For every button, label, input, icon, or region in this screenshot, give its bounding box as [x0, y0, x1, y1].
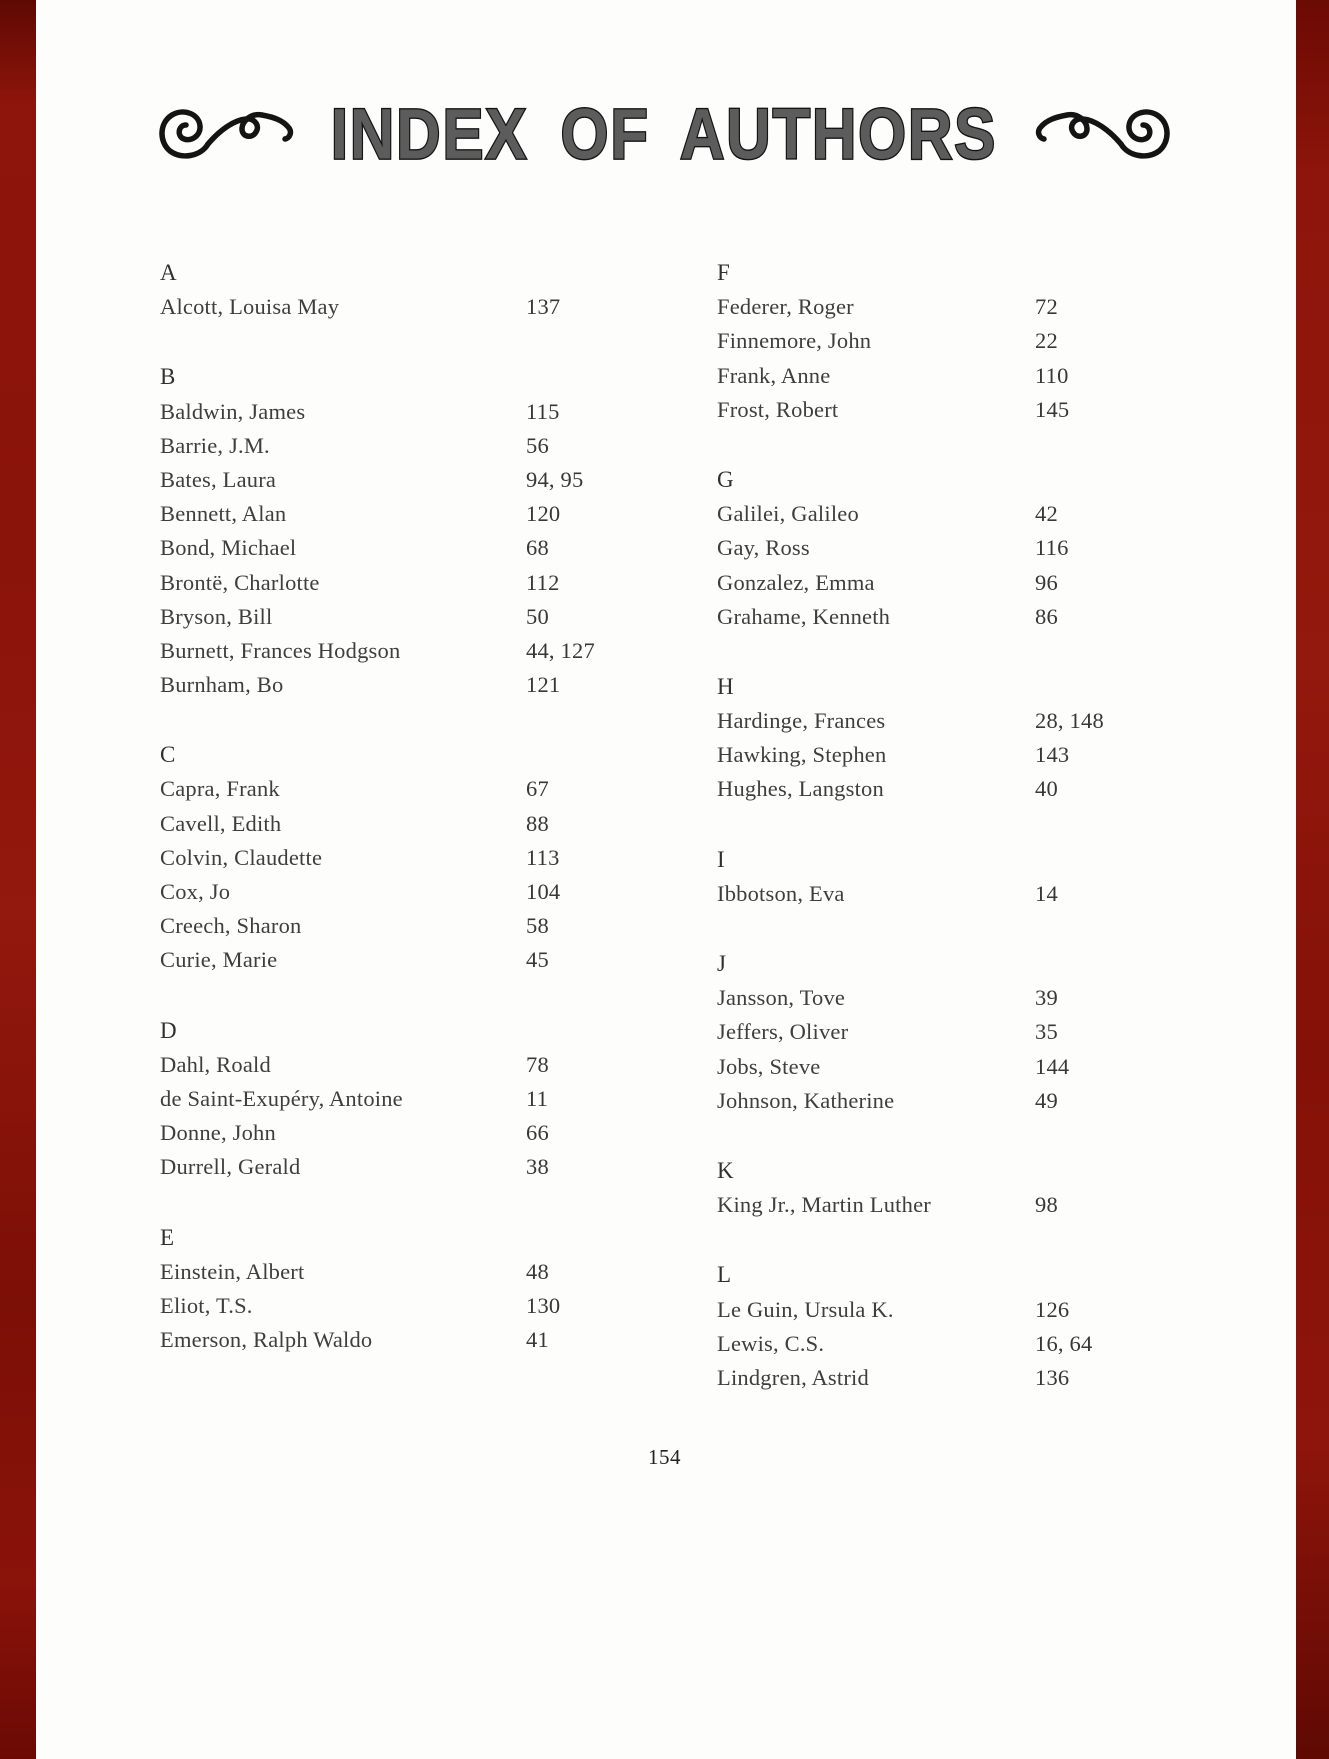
page-numbers: 40	[1035, 776, 1058, 802]
page-numbers: 22	[1035, 328, 1058, 354]
section-letter: D	[160, 1017, 178, 1043]
author-name: Alcott, Louisa May	[160, 294, 340, 320]
author-name: Cavell, Edith	[160, 810, 282, 836]
page-numbers: 94, 95	[526, 466, 584, 492]
author-name: Lewis, C.S.	[717, 1330, 825, 1356]
index-section-k	[717, 1154, 1217, 1222]
author-name: Lindgren, Astrid	[717, 1364, 869, 1390]
index-entry	[160, 531, 660, 565]
page-numbers: 56	[526, 432, 549, 458]
index-entry	[717, 393, 1217, 427]
section-letter: I	[717, 846, 726, 872]
index-entry	[160, 634, 660, 668]
author-name: Creech, Sharon	[160, 913, 302, 939]
index-entry	[160, 1048, 660, 1082]
author-name: Capra, Frank	[160, 776, 280, 802]
author-name: Eliot, T.S.	[160, 1292, 253, 1318]
index-entry	[160, 909, 660, 943]
page-numbers: 104	[526, 879, 561, 904]
author-name: Emerson, Ralph Waldo	[160, 1327, 373, 1353]
index-entry	[717, 772, 1217, 806]
section-letter: A	[160, 260, 178, 285]
index-entry	[160, 566, 660, 600]
page-numbers: 39	[1035, 985, 1058, 1011]
index-entry	[160, 429, 660, 463]
page-numbers: 68	[526, 535, 549, 561]
index-entry	[160, 600, 660, 634]
page-numbers: 121	[526, 672, 561, 698]
page-numbers: 130	[526, 1292, 561, 1318]
index-entry	[160, 1116, 660, 1150]
page-numbers: 144	[1035, 1053, 1070, 1079]
index-entry	[160, 841, 660, 875]
swirl-flourish-right-icon	[1026, 96, 1176, 171]
author-name: Bryson, Bill	[160, 603, 273, 629]
author-name: Gonzalez, Emma	[717, 569, 875, 595]
page-numbers: 44, 127	[526, 637, 595, 663]
author-name: Einstein, Albert	[160, 1258, 305, 1284]
author-name: Ibbotson, Eva	[717, 880, 845, 906]
index-section-d	[160, 1014, 660, 1185]
page-numbers: 45	[526, 947, 549, 973]
index-section-e	[160, 1221, 660, 1358]
author-name: Jansson, Tove	[717, 985, 846, 1011]
page-numbers: 113	[526, 844, 560, 870]
author-name: King Jr., Martin Luther	[717, 1192, 931, 1218]
page-numbers: 41	[526, 1327, 549, 1353]
author-name: Donne, John	[160, 1120, 276, 1146]
page-numbers: 49	[1035, 1087, 1058, 1113]
author-name: Bennett, Alan	[160, 501, 287, 527]
page-numbers: 110	[1035, 362, 1069, 388]
index-section-a	[160, 256, 660, 324]
index-entry	[717, 738, 1217, 772]
author-name: Finnemore, John	[717, 328, 872, 354]
index-entry	[717, 566, 1217, 600]
page-numbers: 98	[1035, 1192, 1058, 1218]
page-numbers: 16, 64	[1035, 1330, 1093, 1356]
author-name: Johnson, Katherine	[717, 1087, 895, 1113]
index-entry	[717, 1050, 1217, 1084]
index-entry	[160, 772, 660, 806]
page-numbers: 88	[526, 810, 549, 836]
page-numbers: 66	[526, 1120, 549, 1146]
index-entry	[717, 1188, 1217, 1222]
page-numbers: 48	[526, 1258, 549, 1284]
page-number: 154	[648, 1445, 681, 1469]
index-entry	[160, 1289, 660, 1323]
index-entry	[717, 704, 1217, 738]
index-entry	[160, 807, 660, 841]
page-numbers: 72	[1035, 294, 1058, 320]
index-entry	[717, 877, 1217, 911]
section-letter: F	[717, 260, 731, 285]
page-numbers: 14	[1035, 880, 1058, 906]
index-entry	[717, 1084, 1217, 1118]
author-name: Federer, Roger	[717, 294, 854, 320]
page-numbers: 28, 148	[1035, 708, 1104, 734]
author-name: Frank, Anne	[717, 362, 831, 388]
index-entry	[717, 290, 1217, 324]
index-entry	[717, 497, 1217, 531]
section-letter: H	[717, 673, 735, 699]
index-entry	[717, 324, 1217, 358]
page-numbers: 136	[1035, 1364, 1070, 1390]
index-entry	[160, 1150, 660, 1184]
author-name: Dahl, Roald	[160, 1051, 271, 1077]
page-numbers: 126	[1035, 1296, 1070, 1322]
page-numbers: 35	[1035, 1019, 1058, 1045]
index-entry	[160, 1323, 660, 1357]
author-name: Barrie, J.M.	[160, 432, 270, 458]
section-letter: E	[160, 1224, 175, 1250]
swirl-flourish-left-icon	[153, 96, 303, 171]
page-numbers: 50	[526, 603, 549, 629]
page-numbers: 78	[526, 1051, 549, 1077]
page-numbers: 11	[526, 1085, 549, 1111]
author-name: Frost, Robert	[717, 396, 839, 422]
author-name: Cox, Jo	[160, 879, 231, 904]
author-name: Jobs, Steve	[717, 1053, 821, 1079]
page-title: INDEX OF AUTHORS	[331, 93, 998, 174]
index-entry	[717, 1361, 1217, 1395]
author-name: Brontë, Charlotte	[160, 569, 320, 595]
page-numbers: 67	[526, 776, 549, 802]
page-numbers: 145	[1035, 396, 1070, 422]
index-section-h	[717, 670, 1217, 807]
author-name: Colvin, Claudette	[160, 844, 323, 870]
section-letter: J	[717, 951, 727, 976]
author-name: Burnham, Bo	[160, 672, 284, 698]
index-entry	[717, 1327, 1217, 1361]
book-cover-right-edge	[1296, 0, 1329, 1759]
index-section-c	[160, 738, 660, 977]
author-name: Burnett, Frances Hodgson	[160, 637, 401, 663]
author-name: Galilei, Galileo	[717, 501, 859, 527]
author-name: Durrell, Gerald	[160, 1154, 301, 1180]
index-column-left	[160, 256, 660, 1357]
section-letter: K	[717, 1157, 735, 1183]
page-numbers: 137	[526, 294, 561, 320]
index-entry	[160, 395, 660, 429]
author-name: Jeffers, Oliver	[717, 1019, 849, 1045]
author-name: Gay, Ross	[717, 535, 810, 561]
author-name: Curie, Marie	[160, 947, 278, 973]
author-name: Grahame, Kenneth	[717, 603, 891, 629]
index-entry	[717, 1015, 1217, 1049]
author-name: Le Guin, Ursula K.	[717, 1296, 894, 1322]
page-numbers: 86	[1035, 603, 1058, 629]
page-numbers: 112	[526, 569, 560, 595]
page-numbers: 116	[1035, 535, 1069, 561]
index-entry	[160, 875, 660, 909]
index-entry	[160, 943, 660, 977]
index-entry	[717, 1293, 1217, 1327]
page-numbers: 38	[526, 1154, 549, 1180]
page-numbers: 96	[1035, 569, 1058, 595]
index-section-l	[717, 1258, 1217, 1395]
author-name: Baldwin, James	[160, 398, 306, 424]
index-entry	[160, 463, 660, 497]
index-entry	[717, 531, 1217, 565]
section-letter: C	[160, 742, 176, 768]
index-entry	[160, 668, 660, 702]
index-entry	[160, 1255, 660, 1289]
index-section-i	[717, 843, 1217, 911]
page-numbers: 42	[1035, 501, 1058, 527]
index-entry	[717, 600, 1217, 634]
page-numbers: 115	[526, 398, 560, 424]
section-letter: G	[717, 466, 735, 492]
page-title-banner	[0, 93, 1329, 174]
index-section-f	[717, 256, 1217, 427]
author-name: Bates, Laura	[160, 466, 277, 492]
section-letter: B	[160, 364, 176, 390]
index-section-b	[160, 360, 660, 702]
author-name: Hardinge, Frances	[717, 708, 886, 734]
index-entry	[717, 359, 1217, 393]
page-numbers: 143	[1035, 742, 1070, 768]
author-name: de Saint-Exupéry, Antoine	[160, 1085, 403, 1111]
author-name: Hawking, Stephen	[717, 742, 887, 768]
index-entry	[717, 981, 1217, 1015]
index-entry	[160, 497, 660, 531]
index-section-j	[717, 947, 1217, 1118]
index-entry	[160, 1082, 660, 1116]
section-letter: L	[717, 1262, 732, 1288]
index-entry	[160, 290, 660, 324]
index-column-right	[717, 256, 1217, 1395]
book-cover-left-edge	[0, 0, 36, 1759]
page-numbers: 120	[526, 501, 561, 527]
author-name: Hughes, Langston	[717, 776, 884, 802]
page-numbers: 58	[526, 913, 549, 939]
author-name: Bond, Michael	[160, 535, 297, 561]
index-section-g	[717, 463, 1217, 634]
